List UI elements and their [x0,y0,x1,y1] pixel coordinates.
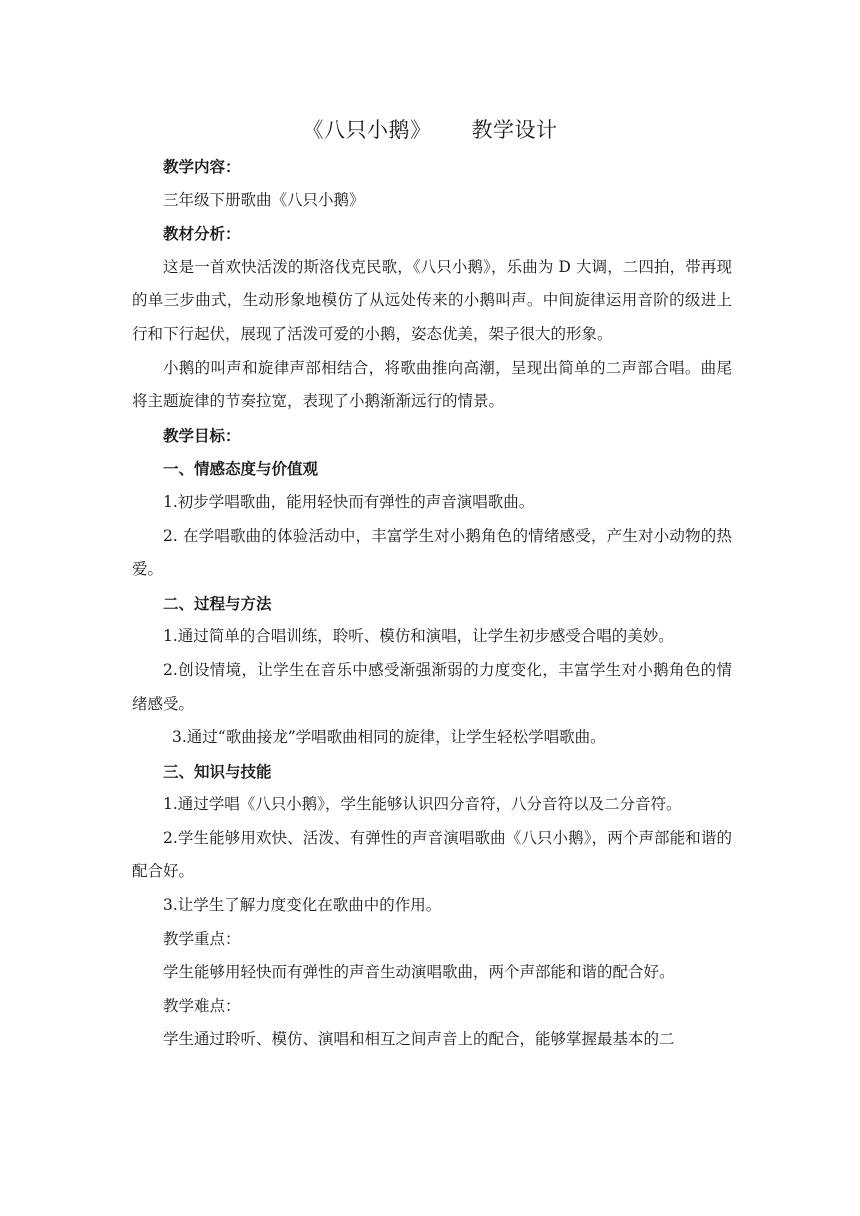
paragraph: 教学重点： [163,929,241,948]
section-heading: 三、知识与技能 [163,761,272,781]
title-song-name: 《八只小鹅》 [302,118,432,142]
paragraph: 1.初步学唱歌曲，能用轻快而有弹性的声音演唱歌曲。 [163,492,535,511]
paragraph: 教学难点： [163,996,241,1015]
paragraph: 3.通过“歌曲接龙”学唱歌曲相同的旋律，让学生轻松学唱歌曲。 [172,728,606,747]
paragraph: 2. 在学唱歌曲的体验活动中，丰富学生对小鹅角色的情绪感受，产生对小动物的热爱。 [132,526,732,579]
paragraph: 1.通过学唱《八只小鹅》，学生能够认识四分音符，八分音符以及二分音符。 [163,795,682,814]
section-heading: 一、情感态度与价值观 [163,459,319,479]
section-heading: 教学目标： [163,425,241,445]
document-body [132,150,732,1057]
title-heading: 教学设计 [471,118,558,142]
paragraph: 2.创设情境，让学生在音乐中感受渐强渐弱的力度变化，丰富学生对小鹅角色的情绪感受。 [132,660,732,713]
section-heading: 二、过程与方法 [163,593,272,613]
section-heading: 教学内容： [163,157,241,176]
paragraph: 小鹅的叫声和旋律声部相结合，将歌曲推向高潮，呈现出简单的二声部合唱。曲尾将主题旋律的节奏拉宽，表现了小鹅渐渐远行的情景。 [132,358,732,411]
paragraph: 1.通过简单的合唱训练，聆听、模仿和演唱，让学生初步感受合唱的美妙。 [163,627,674,646]
paragraph: 学生能够用轻快而有弹性的声音生动演唱歌曲，两个声部能和谐的配合好。 [163,963,675,982]
paragraph: 3.让学生了解力度变化在歌曲中的作用。 [163,896,442,915]
section-heading: 教材分析： [163,224,241,244]
paragraph: 这是一首欢快活泼的斯洛伐克民歌，《八只小鹅》，乐曲为 D 大调，二四拍，带再现的单三步曲式，生动形象地模仿了从远处传来的小鹅叫声。中间旋律运用音阶的级进上行和下行起伏，展现了活泼可爱的小鹅，姿态优美，架子很大的形象。 [132,257,732,343]
paragraph: 学生通过聆听、模仿、演唱和相互之间声音上的配合，能够掌握最基本的二 [163,1030,675,1049]
document-title [0,114,860,144]
paragraph: 2.学生能够用欢快、活泼、有弹性的声音演唱歌曲《八只小鹅》，两个声部能和谐的配合好。 [132,828,732,881]
paragraph: 三年级下册歌曲《八只小鹅》 [163,190,365,209]
